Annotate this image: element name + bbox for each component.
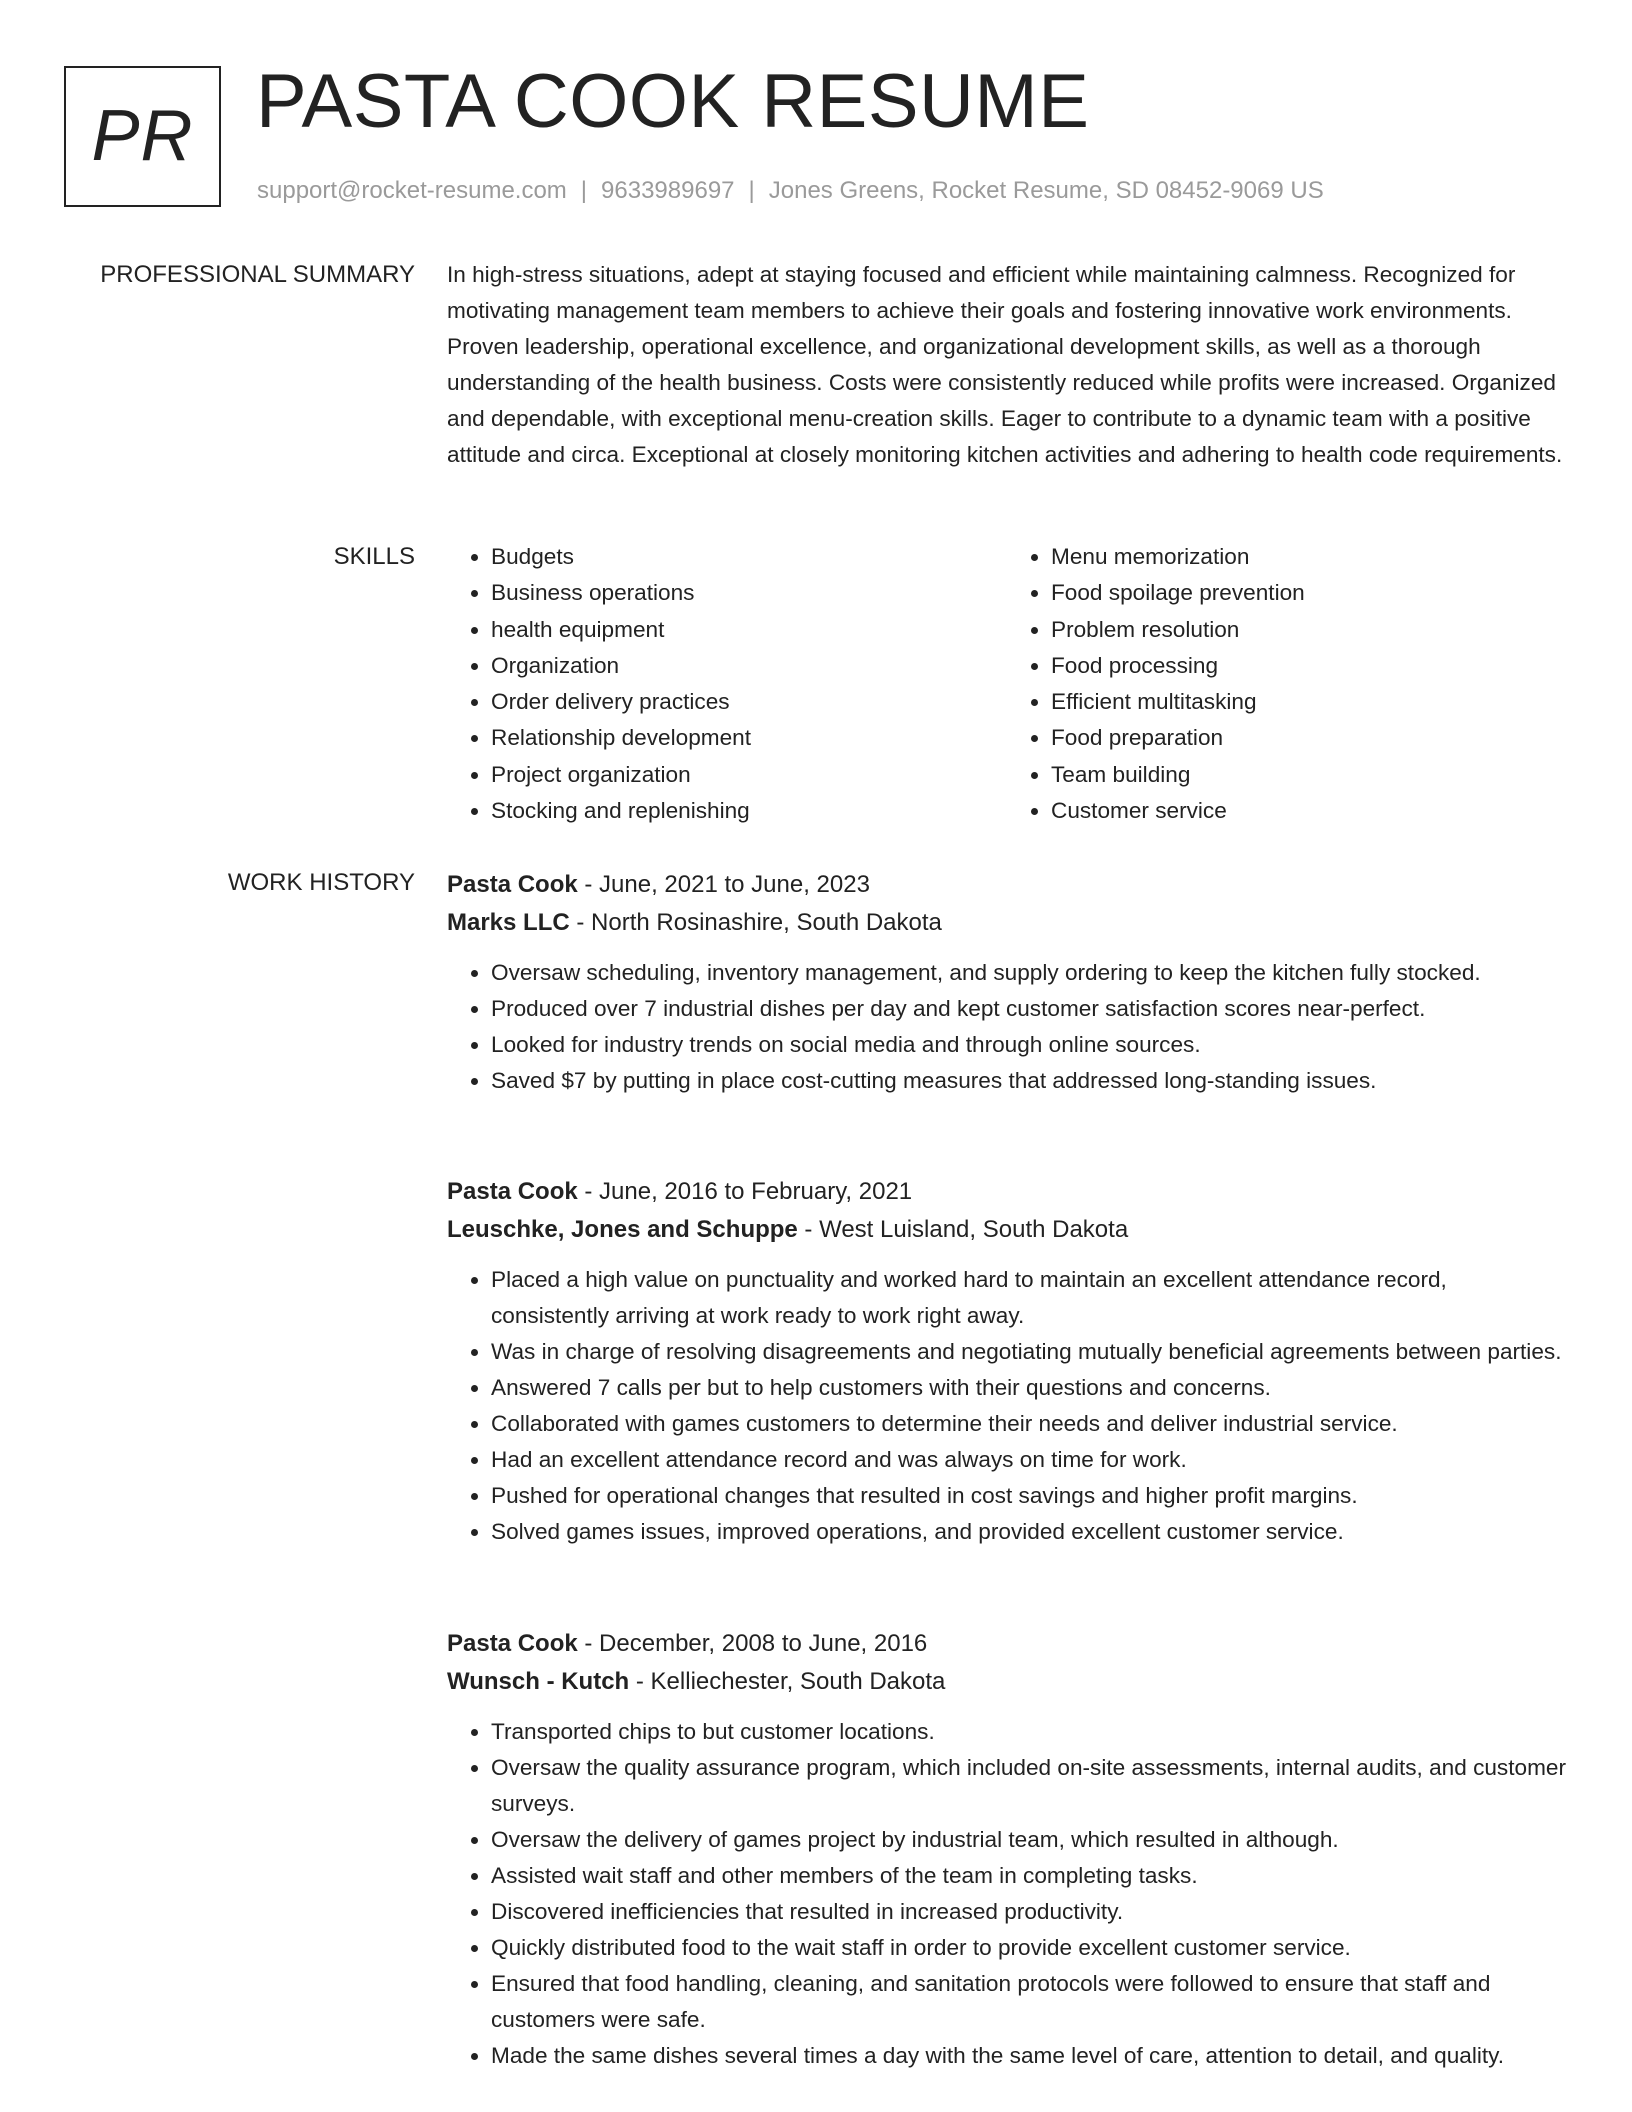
job-company: Leuschke, Jones and Schuppe	[447, 1216, 798, 1243]
skill-item: • Business operations	[491, 575, 1007, 611]
skill-item: • health equipment	[491, 612, 1007, 648]
job-bullet: • Had an excellent attendance record and was always on time for work.	[491, 1442, 1567, 1478]
job-entry	[447, 1173, 1567, 1550]
page-title: PASTA COOK RESUME	[256, 59, 1090, 144]
skill-item: • Efficient multitasking	[1051, 684, 1567, 720]
job-title: Pasta Cook	[447, 1178, 578, 1205]
skill-item: • Order delivery practices	[491, 684, 1007, 720]
skill-item: • Organization	[491, 648, 1007, 684]
job-dates: - June, 2021 to June, 2023	[577, 871, 870, 898]
skill-item: • Food spoilage prevention	[1051, 575, 1567, 611]
contact-email: support@rocket-resume.com	[257, 177, 567, 204]
job-bullet: • Answered 7 calls per but to help customers with their questions and concerns.	[491, 1370, 1567, 1406]
skill-item: • Project organization	[491, 757, 1007, 793]
job-bullet-list	[447, 955, 1567, 1099]
job-bullet: • Saved $7 by putting in place cost-cutting measures that addressed long-standing issues.	[491, 1063, 1567, 1099]
job-entry	[447, 866, 1567, 1099]
skills-list-left	[447, 539, 1007, 829]
job-location: - North Rosinashire, South Dakota	[569, 909, 942, 936]
job-title-line	[447, 1625, 1567, 1663]
job-bullet: • Pushed for operational changes that resulted in cost savings and higher profit margins.	[491, 1478, 1567, 1514]
skill-item: • Relationship development	[491, 720, 1007, 756]
job-company-line	[447, 1663, 1567, 1701]
skill-item: • Food preparation	[1051, 720, 1567, 756]
job-title-line	[447, 1173, 1567, 1211]
skill-item: • Stocking and replenishing	[491, 793, 1007, 829]
job-title: Pasta Cook	[447, 871, 578, 898]
contact-phone: 9633989697	[601, 177, 735, 204]
job-title: Pasta Cook	[447, 1630, 578, 1657]
skill-item: • Budgets	[491, 539, 1007, 575]
summary-text: In high-stress situations, adept at staying focused and efficient while maintaining calmness. Recognized for motivating management team members to achieve their goals and fostering innovative work environments. Proven leadership, operational excellence, and organizational development skills, as well as a thorough understanding of the health business. Costs were consistently reduced while profits were increased. Organized and dependable, with exceptional menu-creation skills. Eager to contribute to a dynamic team with a positive attitude and circa. Exceptional at closely monitoring kitchen activities and adhering to health code requirements.	[447, 262, 1563, 467]
job-bullet: • Discovered inefficiencies that resulted in increased productivity.	[491, 1894, 1567, 1930]
job-bullet: • Ensured that food handling, cleaning, and sanitation protocols were followed to ensure that staff and customers were safe.	[491, 1966, 1567, 2038]
job-bullet: • Assisted wait staff and other members of the team in completing tasks.	[491, 1858, 1567, 1894]
contact-separator: |	[580, 177, 588, 204]
job-bullet-list	[447, 1262, 1567, 1550]
contact-separator: |	[748, 177, 755, 204]
job-bullet: • Looked for industry trends on social media and through online sources.	[491, 1027, 1567, 1063]
job-bullet: • Oversaw scheduling, inventory management, and supply ordering to keep the kitchen fully stocked.	[491, 955, 1567, 991]
job-bullet: • Placed a high value on punctuality and worked hard to maintain an excellent attendance record, consistently arriving at work ready to work right away.	[491, 1262, 1567, 1334]
job-title-line	[447, 866, 1567, 904]
job-bullet: • Quickly distributed food to the wait staff in order to provide excellent customer service.	[491, 1930, 1567, 1966]
skill-item: • Customer service	[1051, 793, 1567, 829]
job-entry	[447, 1625, 1567, 2074]
summary-body	[447, 257, 1567, 473]
skills-body	[447, 539, 1567, 829]
job-bullet: • Oversaw the quality assurance program, which included on-site assessments, internal audits, and customer surveys.	[491, 1750, 1567, 1822]
skill-item: • Team building	[1051, 757, 1567, 793]
job-bullet: • Collaborated with games customers to determine their needs and deliver industrial service.	[491, 1406, 1567, 1442]
skills-list-right	[1007, 539, 1567, 829]
job-company-line	[447, 904, 1567, 942]
job-bullet: • Solved games issues, improved operations, and provided excellent customer service.	[491, 1514, 1567, 1550]
job-dates: - December, 2008 to June, 2016	[577, 1630, 928, 1657]
job-bullet: • Was in charge of resolving disagreements and negotiating mutually beneficial agreements between parties.	[491, 1334, 1567, 1370]
work-history-heading: WORK HISTORY	[227, 869, 415, 896]
skill-item: • Food processing	[1051, 648, 1567, 684]
job-company: Marks LLC	[447, 909, 570, 936]
contact-line	[257, 174, 1324, 208]
job-bullet: • Oversaw the delivery of games project by industrial team, which resulted in although.	[491, 1822, 1567, 1858]
job-bullet: • Produced over 7 industrial dishes per day and kept customer satisfaction scores near-perfect.	[491, 991, 1567, 1027]
job-bullet: • Transported chips to but customer locations.	[491, 1714, 1567, 1750]
contact-address: Jones Greens, Rocket Resume, SD 08452-9069 US	[768, 177, 1324, 204]
job-bullet-list	[447, 1714, 1567, 2074]
job-company-line	[447, 1211, 1567, 1249]
monogram-badge	[64, 66, 221, 207]
job-bullet: • Made the same dishes several times a day with the same level of care, attention to detail, and quality.	[491, 2038, 1567, 2074]
skill-item: • Problem resolution	[1051, 612, 1567, 648]
job-company: Wunsch - Kutch	[447, 1668, 630, 1695]
job-dates: - June, 2016 to February, 2021	[577, 1178, 913, 1205]
skill-item: • Menu memorization	[1051, 539, 1567, 575]
summary-heading: PROFESSIONAL SUMMARY	[100, 261, 415, 288]
job-location: - West Luisland, South Dakota	[797, 1216, 1129, 1243]
skills-heading: SKILLS	[333, 543, 415, 570]
monogram-initials: PR	[91, 95, 194, 176]
job-location: - Kelliechester, South Dakota	[629, 1668, 946, 1695]
